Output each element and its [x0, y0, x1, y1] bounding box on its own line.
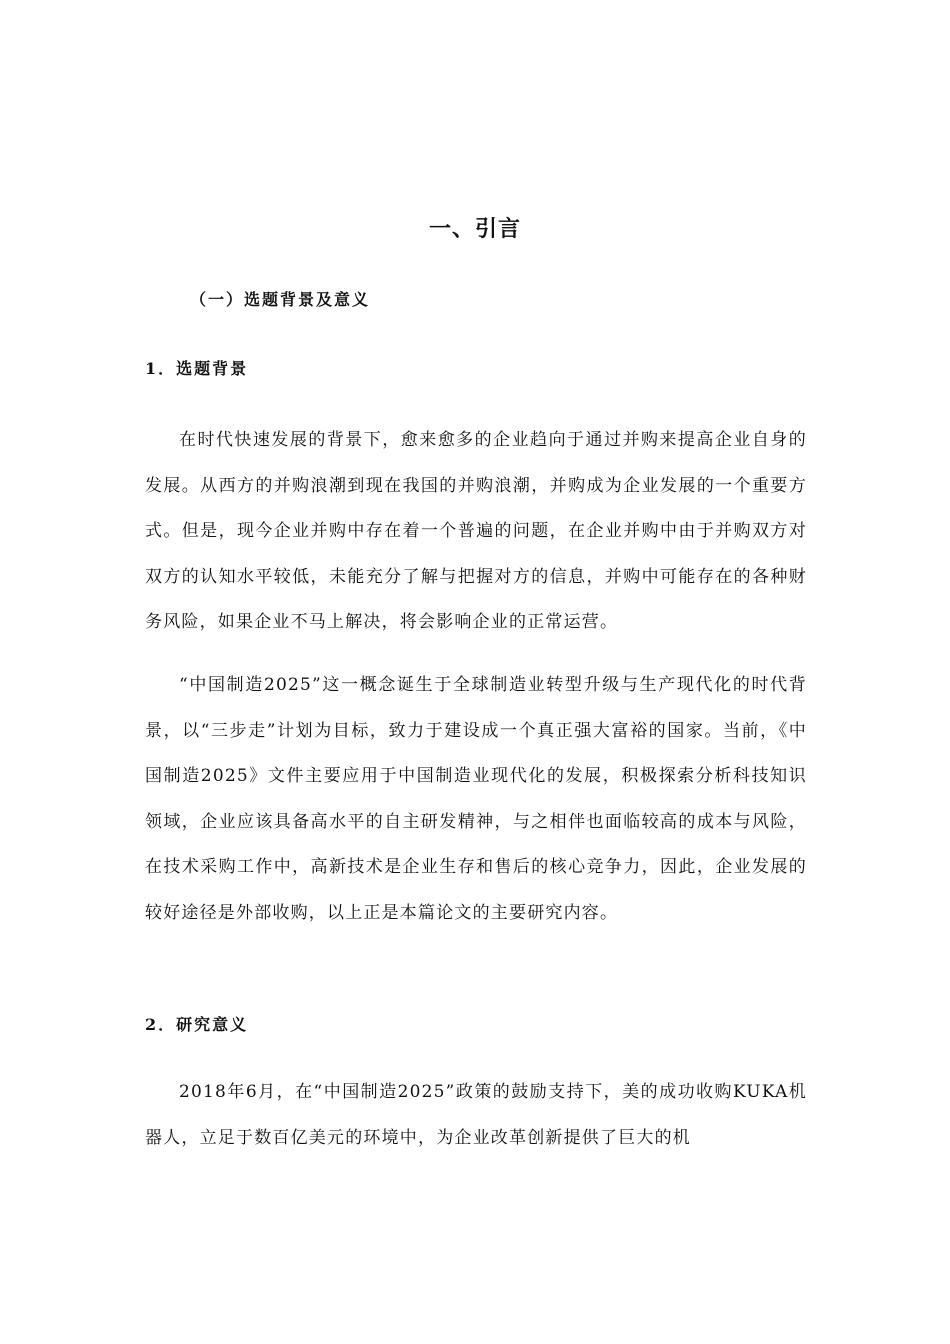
paragraph-background-1: 在时代快速发展的背景下，愈来愈多的企业趋向于通过并购来提高企业自身的发展。从西方的并购浪潮到现在我国的并购浪潮，并购成为企业发展的一个重要方式。但是，现今企业并购中存在着一个普遍的问题，在企业并购中由于并购双方对双方的认知水平较低，未能充分了解与把握对方的信息，并购中可能存在的各种财务风险，如果企业不马上解决，将会影响企业的正常运营。: [145, 430, 807, 632]
paragraph-significance-1: 2018年6月，在“中国制造2025”政策的鼓励支持下，美的成功收购KUKA机器人，立足于数百亿美元的环境中，为企业改革创新提供了巨大的机: [145, 1082, 807, 1148]
subsection-heading-significance: 2．研究意义: [145, 1015, 249, 1034]
section-heading: （一）选题背景及意义: [190, 290, 371, 309]
chapter-title: 一、引言: [428, 217, 521, 242]
paragraph-background-2: “中国制造2025”这一概念诞生于全球制造业转型升级与生产现代化的时代背景，以“三步走”计划为目标，致力于建设成一个真正强大富裕的国家。当前，《中国制造2025》文件主要应用于中国制造业现代化的发展，积极探索分析科技知识领域，企业应该具备高水平的自主研发精神，与之相伴也面临较高的成本与风险，在技术采购工作中，高新技术是企业生存和售后的核心竞争力，因此，企业发展的较好途径是外部收购，以上正是本篇论文的主要研究内容。: [145, 675, 807, 923]
subsection-heading-background: 1．选题背景: [145, 359, 249, 378]
